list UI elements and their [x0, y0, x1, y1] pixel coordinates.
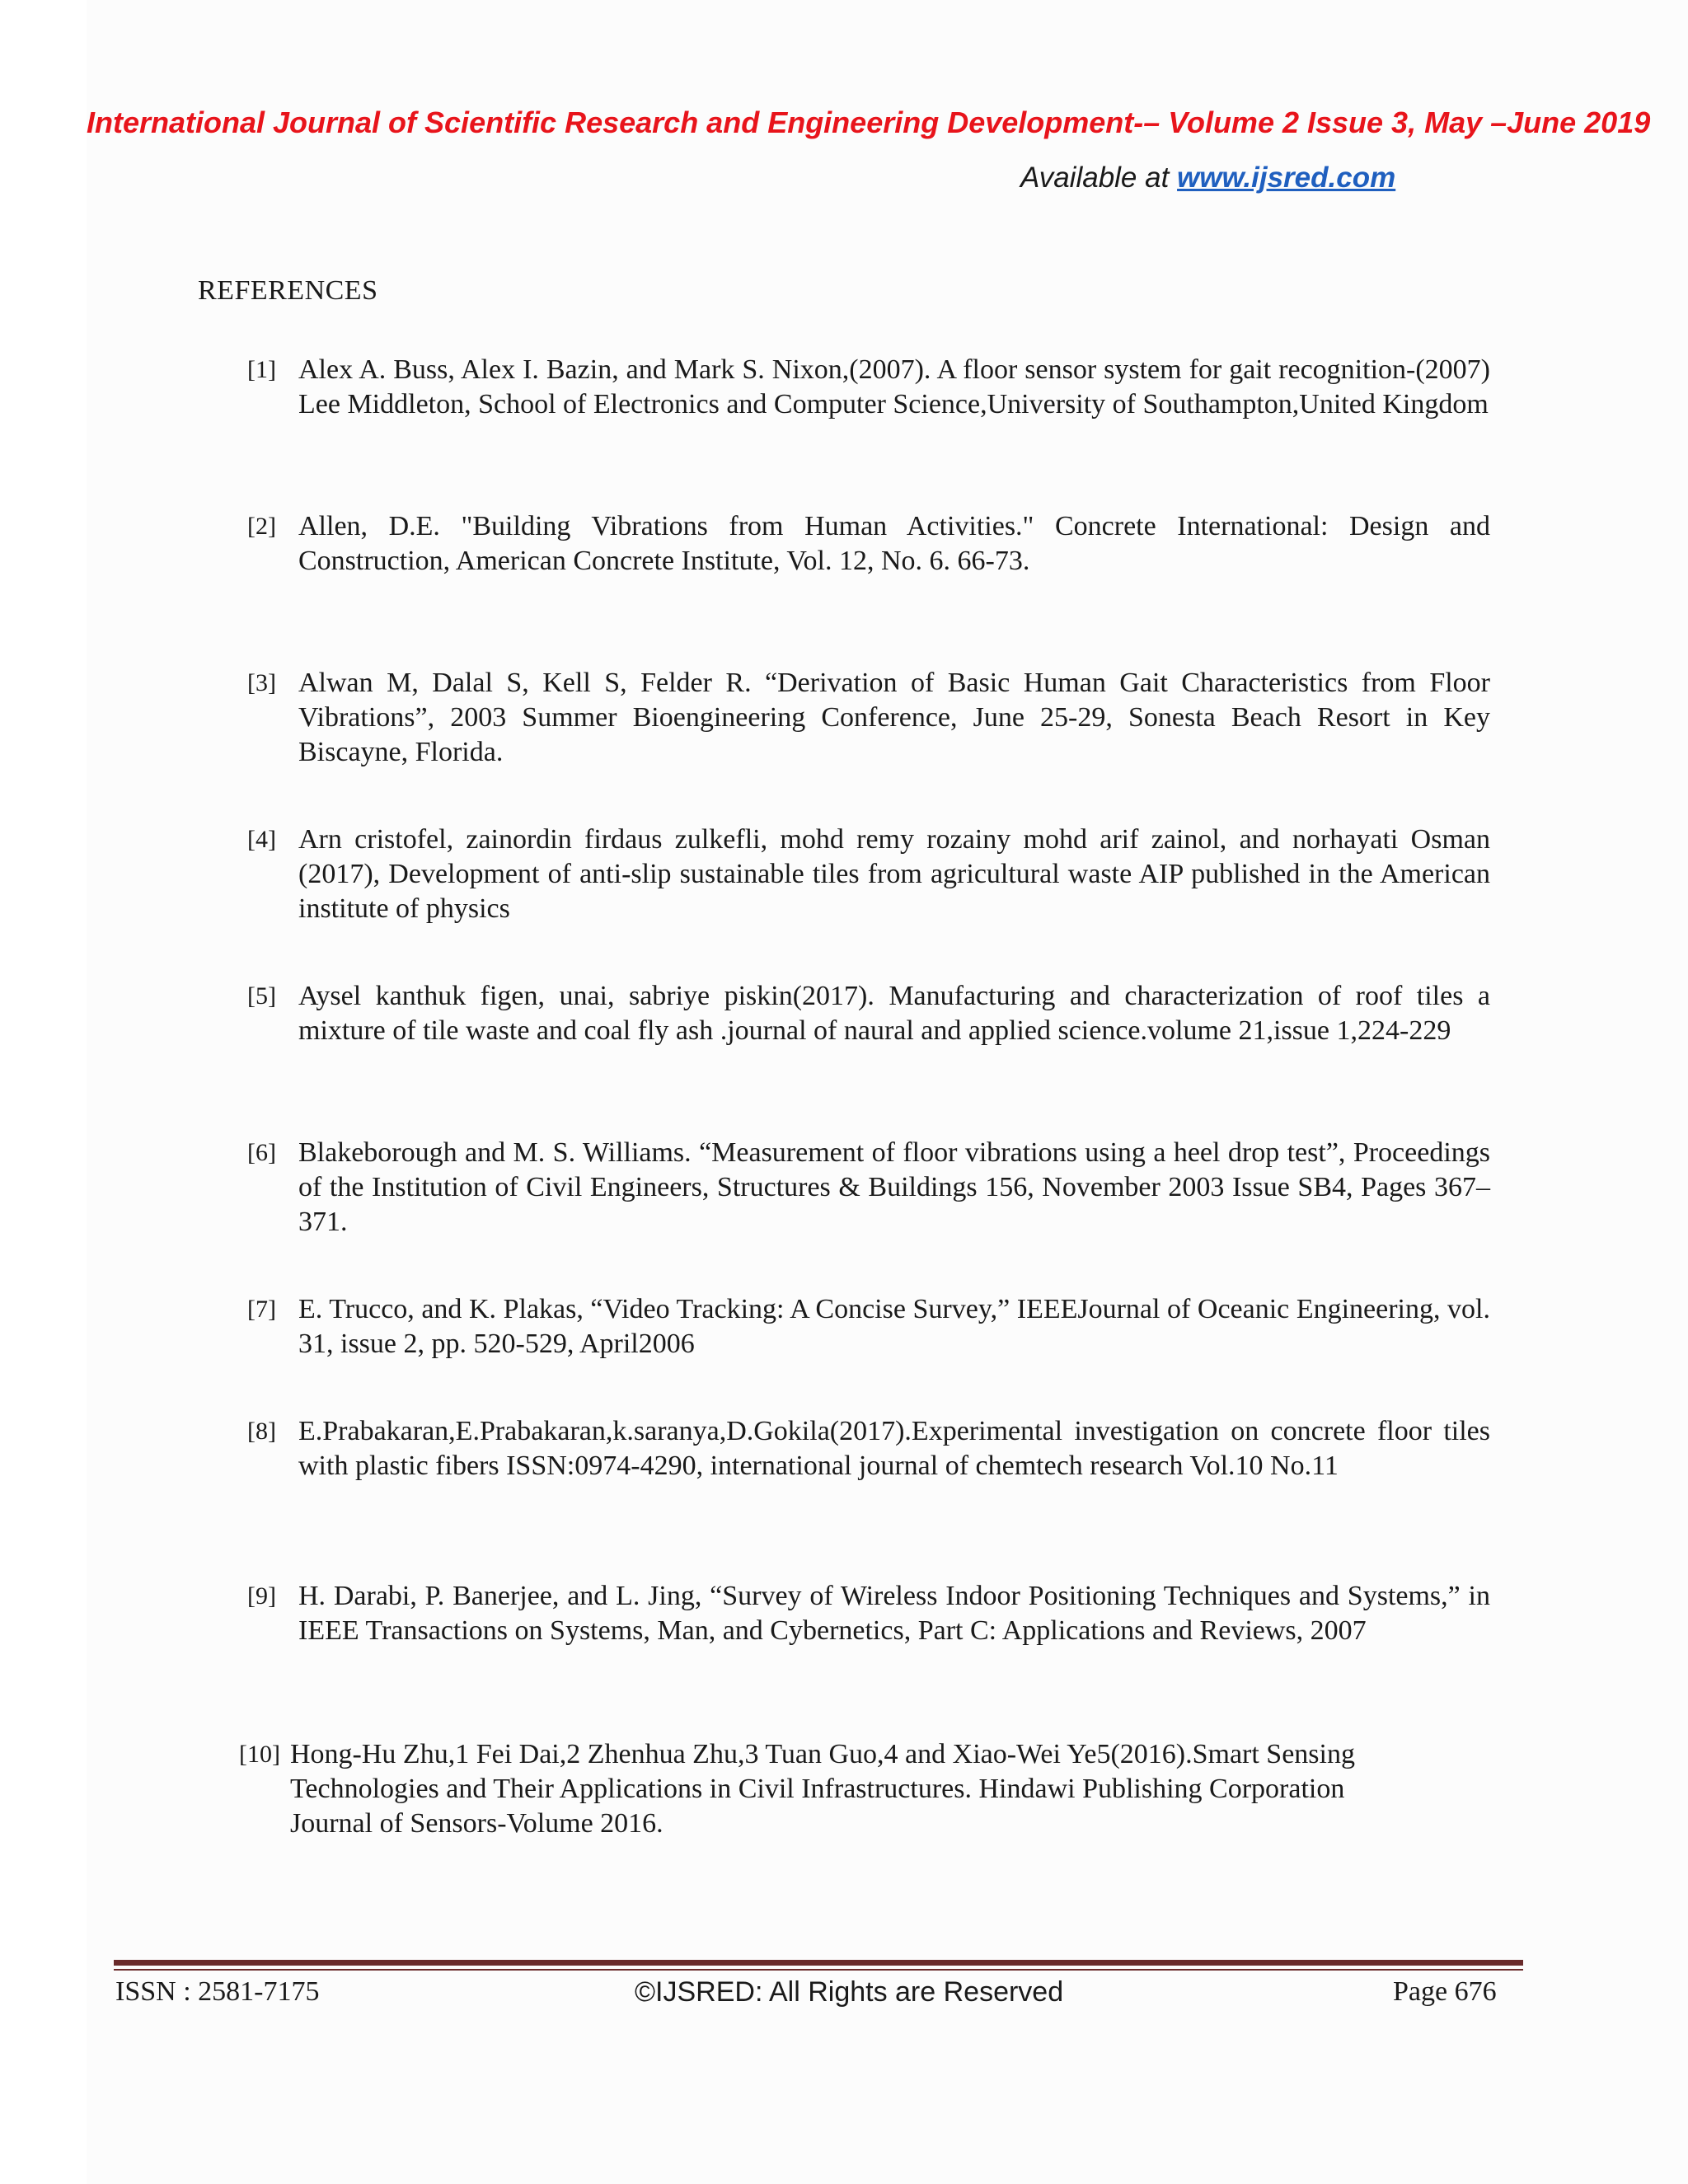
reference-text: Hong-Hu Zhu,1 Fei Dai,2 Zhenhua Zhu,3 Tuan Guo,4 and Xiao-Wei Ye5(2016).Smart Sensing Technologies and Their Applications in Civil Infrastructures. Hindawi Publishing Corporation Journal of Sensors-Volume 2016. — [290, 1739, 1355, 1839]
reference-number: [10] — [239, 1741, 280, 1768]
reference-item — [247, 1414, 1490, 1483]
reference-number: [3] — [247, 669, 276, 696]
reference-text: Alex A. Buss, Alex I. Bazin, and Mark S. Nixon,(2007). A floor sensor system for gait recognition-(2007) Lee Middleton, School of Electronics and Computer Science,University of Southampton,United Kingdom — [298, 354, 1490, 419]
reference-number: [2] — [247, 513, 276, 540]
footer-issn: ISSN : 2581-7175 — [115, 1976, 320, 2007]
reference-text: E.Prabakaran,E.Prabakaran,k.saranya,D.Gokila(2017).Experimental investigation on concrete floor tiles with plastic fibers ISSN:0974-4290, international journal of chemtech research Vol.10 No.11 — [298, 1416, 1490, 1481]
reference-number: [1] — [247, 356, 276, 383]
footer-page-number: Page 676 — [1393, 1976, 1497, 2007]
reference-item — [247, 1579, 1490, 1648]
reference-text: Allen, D.E. "Building Vibrations from Human Activities." Concrete International: Design and Construction, American Concrete Institute, Vol. 12, No. 6. 66-73. — [298, 511, 1490, 576]
footer-divider — [114, 1960, 1523, 1966]
footer-divider-thin — [114, 1969, 1523, 1971]
reference-number: [7] — [247, 1296, 276, 1323]
reference-text: Alwan M, Dalal S, Kell S, Felder R. “Derivation of Basic Human Gait Characteristics from Floor Vibrations”, 2003 Summer Bioengineering Conference, June 25-29, Sonesta Beach Resort in Key Biscayne, Florida. — [298, 668, 1490, 767]
journal-header-title: International Journal of Scientific Research and Engineering Development-– Volume 2 Issue 3, May –June 2019 — [87, 105, 1651, 139]
availability-prefix: Available at — [1020, 162, 1178, 194]
reference-text: Blakeborough and M. S. Williams. “Measurement of floor vibrations using a heel drop test”, Proceedings of the Institution of Civil Engineers, Structures & Buildings 156, November 2003 Issue SB4, Pages 367–371. — [298, 1137, 1490, 1237]
reference-item — [247, 1292, 1490, 1361]
reference-item — [247, 979, 1490, 1048]
reference-text: Arn cristofel, zainordin firdaus zulkefli, mohd remy rozainy mohd arif zainol, and norhayati Osman (2017), Development of anti-slip sustainable tiles from agricultural waste AIP published in the American institute of physics — [298, 824, 1490, 924]
reference-item — [247, 353, 1490, 422]
reference-number: [9] — [247, 1582, 276, 1610]
reference-item — [247, 666, 1490, 770]
reference-number: [4] — [247, 826, 276, 853]
footer-copyright: ©IJSRED: All Rights are Reserved — [635, 1976, 1064, 2008]
reference-item — [247, 509, 1490, 579]
references-heading: REFERENCES — [198, 275, 378, 306]
reference-text: E. Trucco, and K. Plakas, “Video Tracking: A Concise Survey,” IEEEJournal of Oceanic Engineering, vol. 31, issue 2, pp. 520-529, April2006 — [298, 1294, 1490, 1359]
reference-number: [8] — [247, 1418, 276, 1445]
journal-website-link[interactable]: www.ijsred.com — [1177, 162, 1396, 194]
reference-item — [247, 1136, 1490, 1240]
availability-line — [1020, 162, 1395, 194]
reference-number: [5] — [247, 982, 276, 1010]
reference-item — [239, 1737, 1393, 1841]
page-background — [87, 0, 1688, 2184]
reference-item — [247, 823, 1490, 926]
reference-number: [6] — [247, 1139, 276, 1166]
reference-text: H. Darabi, P. Banerjee, and L. Jing, “Survey of Wireless Indoor Positioning Techniques and Systems,” in IEEE Transactions on Systems, Man, and Cybernetics, Part C: Applications and Reviews, 2007 — [298, 1581, 1490, 1646]
reference-text: Aysel kanthuk figen, unai, sabriye piskin(2017). Manufacturing and characterization of roof tiles a mixture of tile waste and coal fly ash .journal of naural and applied science.volume 21,issue 1,224-229 — [298, 981, 1490, 1046]
